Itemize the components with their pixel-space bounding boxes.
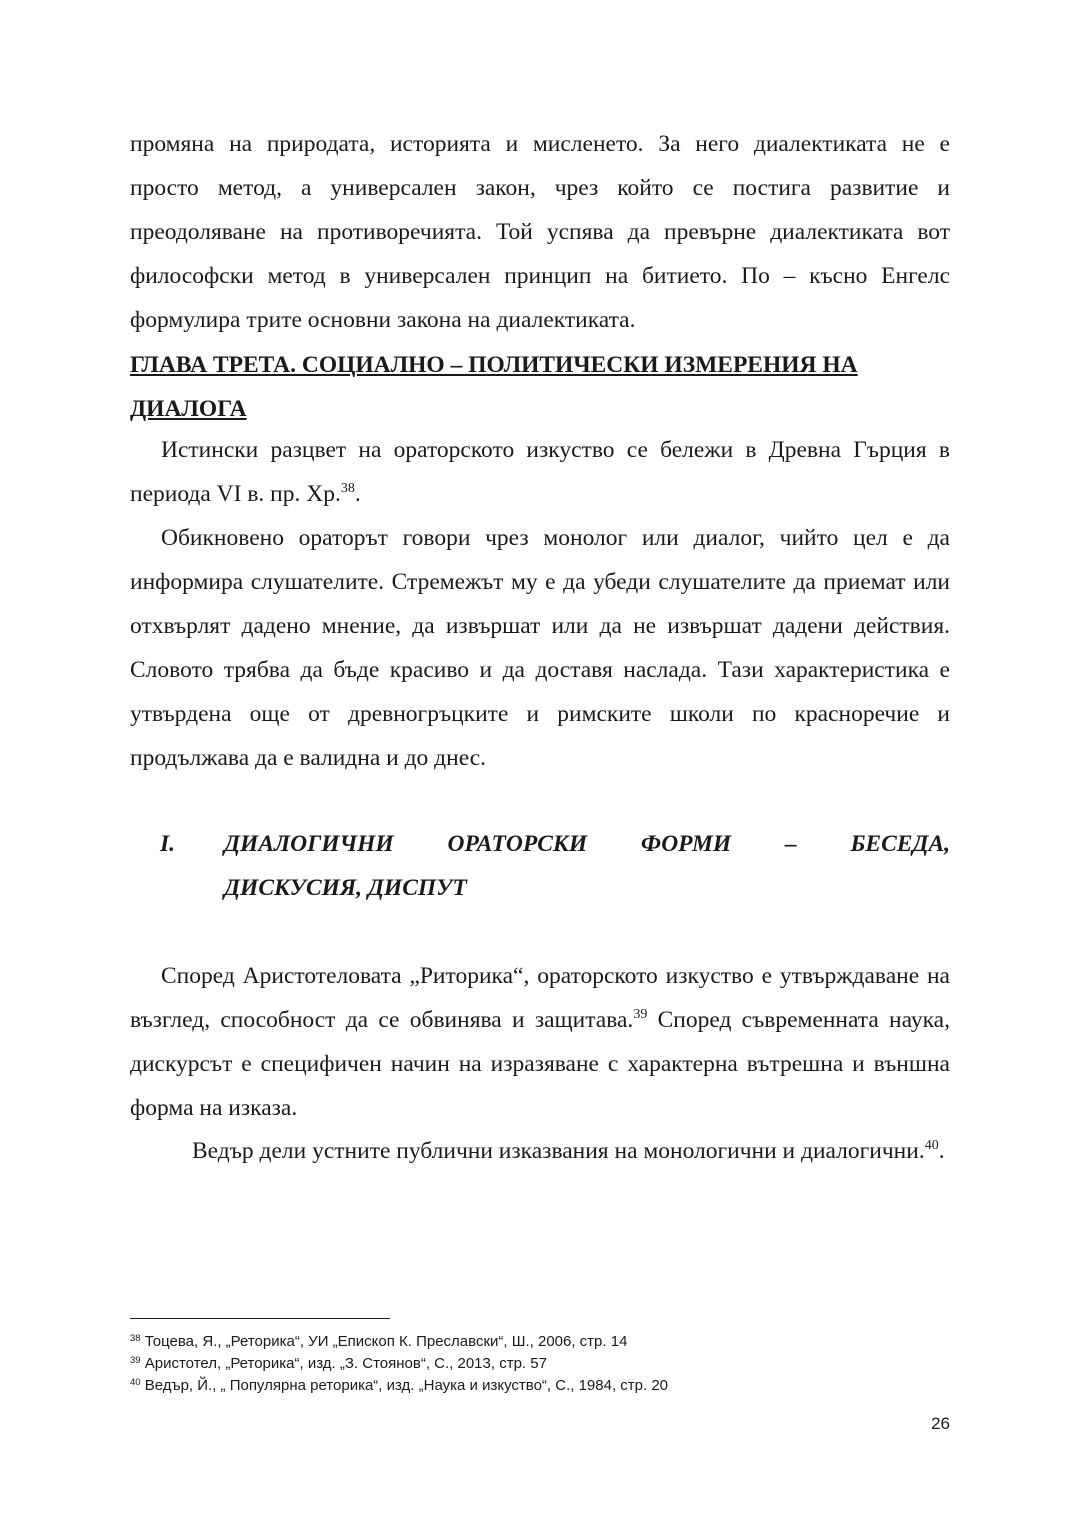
section-title-word: БЕСЕДА,: [850, 831, 951, 857]
footnotes: [130, 1331, 950, 1397]
section-title-word: ОРАТОРСКИ: [447, 831, 588, 857]
footnote-number: 40: [130, 1377, 141, 1388]
paragraph-oratory-greece: [130, 428, 950, 516]
footnote-ref-40[interactable]: 40: [924, 1138, 939, 1153]
paragraph-text: Истински разцвет на ораторското изкуство се бележи в Древна Гърция в периода VI в. пр. Хр.: [130, 437, 950, 507]
footnote-text: Ведър, Й., „ Популярна реторика“, изд. „Наука и изкуство“, С., 1984, стр. 20: [144, 1377, 669, 1394]
section-title-line2: ДИСКУСИЯ, ДИСПУТ: [224, 875, 467, 901]
footnote-number: 38: [130, 1333, 141, 1344]
paragraph-orator-purpose: Обикновено ораторът говори чрез монолог или диалог, чийто цел е да информира слушателите. Стремежът му е да убеди слушателите да приемат или отхвърлят дадено мнение, да извършат или да не извършат дадени действия. Словото трябва да бъде красиво и да доставя наслада. Тази характеристика е утвърдена още от древногръцките и римските школи по красноречие и продължава да е валидна и до днес.: [130, 525, 950, 771]
paragraph-end-punct: .: [354, 481, 361, 507]
footnote-40: [130, 1375, 950, 1397]
footnote-ref-39[interactable]: 39: [633, 1007, 648, 1022]
paragraph-end-punct: .: [938, 1138, 945, 1164]
paragraph-veder: [130, 1129, 950, 1173]
chapter-heading: ГЛАВА ТРЕТА. СОЦИАЛНО – ПОЛИТИЧЕСКИ ИЗМЕРЕНИЯ НА ДИАЛОГА: [130, 352, 858, 422]
footnote-ref-38[interactable]: 38: [340, 481, 355, 496]
section-number: I.: [160, 831, 176, 857]
paragraph-text: Според Аристотеловата „Риторика“, ораторското изкуство е утвърждаване на възглед, способност да се обвинява и защитава.: [130, 963, 950, 1033]
paragraph-dialectics: [130, 122, 950, 342]
footnote-text: Тоцева, Я., „Реторика“, УИ „Епископ К. Преславски“, Ш., 2006, стр. 14: [144, 1333, 628, 1350]
section-title-line1: [224, 822, 950, 866]
paragraph-text: Според съвременната наука, дискурсът е специфичен начин на изразяване с характерна вътрешна и външна форма на изказа.: [130, 1007, 950, 1121]
paragraph-line: формулира трите основни закона на диалектиката.: [130, 307, 636, 333]
paragraph-line: просто метод, а универсален закон, чрез който се постига развитие и: [130, 175, 950, 201]
paragraph-line: философски метод в универсален принцип на битието. По – късно Енгелс: [130, 263, 950, 289]
footnote-separator: [130, 1318, 390, 1319]
footnote-38: [130, 1331, 950, 1353]
footnote-text: Аристотел, „Реторика“, изд. „З. Стоянов“, С., 2013, стр. 57: [144, 1355, 547, 1372]
paragraph-line: преодоляване на противоречията. Той успява да превърне диалектиката вот: [130, 219, 950, 245]
paragraph-aristotle-rhetoric: [130, 954, 950, 1130]
footnote-number: 39: [130, 1355, 141, 1366]
section-title-word: ФОРМИ: [640, 831, 732, 857]
page-number: 26: [931, 1414, 950, 1433]
section-title-word: ДИАЛОГИЧНИ: [224, 831, 394, 857]
footnote-39: [130, 1353, 950, 1375]
paragraph-text: Ведър дели устните публични изказвания на монологични и диалогични.: [192, 1138, 925, 1164]
paragraph-line: промяна на природата, историята и мисленето. За него диалектиката не е: [130, 131, 950, 157]
section-title-word: –: [784, 831, 797, 857]
